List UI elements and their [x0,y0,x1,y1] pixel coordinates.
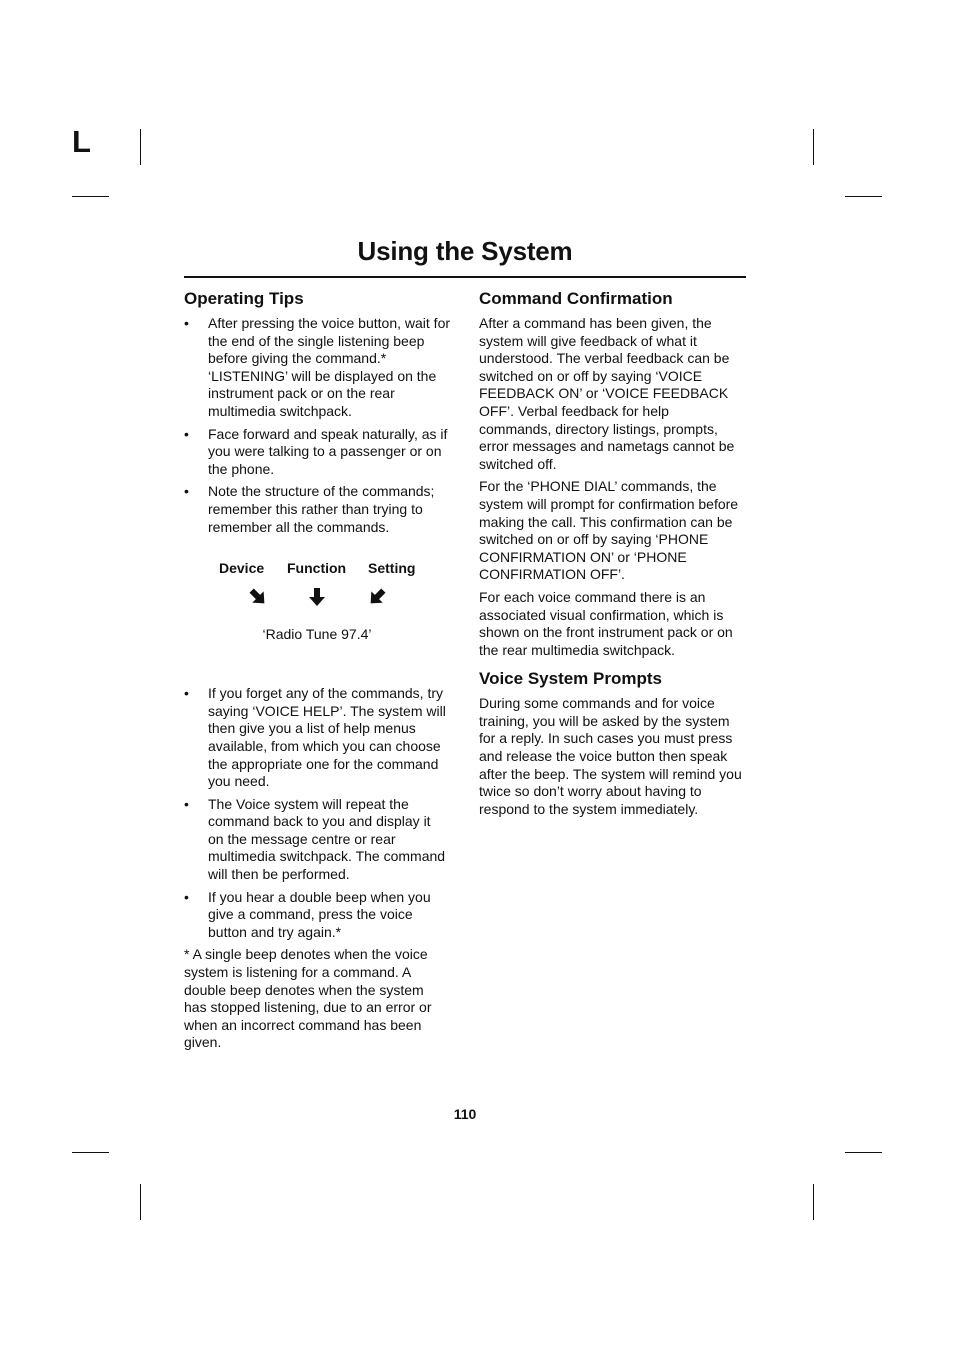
tip-item: • Note the structure of the commands; remember this rather than trying to remember all the commands. [184,483,450,536]
crop-mark [140,129,141,165]
page-number: 110 [453,1106,477,1122]
body-paragraph: For the ‘PHONE DIAL’ commands, the system will prompt for confirmation before making the call. This confirmation can be switched on or off by saying ‘PHONE CONFIRMATION ON’ or ‘PHONE CONFIRMATION OFF’. [479,478,739,583]
crop-mark [813,129,814,165]
arrow-down-icon [306,586,328,608]
crop-mark [845,196,882,197]
body-paragraph: For each voice command there is an associated visual confirmation, which is shown on the front instrument pack or on the rear multimedia switchpack. [479,588,733,658]
crop-mark [72,196,109,197]
right-column [479,288,745,823]
crop-mark [140,1184,141,1220]
crop-mark [845,1152,882,1153]
arrow-down-right-icon [247,586,269,608]
tip-item: • If you hear a double beep when you give a command, press the voice button and try again.* [184,889,450,942]
tip-item: • After pressing the voice button, wait for the end of the single listening beep before giving the command.* ‘LISTENING’ will be displayed on the instrument pack or on the rear multimedia switchpack. [184,315,450,421]
tip-item: • If you forget any of the commands, try saying ‘VOICE HELP’. The system will then give you a list of help menus available, from which you can choose the appropriate one for the command you need. [184,685,450,791]
arrow-down-left-icon [366,586,388,608]
page-title: Using the System [357,236,573,266]
tip-item: • The Voice system will repeat the command back to you and display it on the message centre or rear multimedia switchpack. The command will then be performed. [184,796,450,884]
tips-list-first [184,315,450,536]
voice-system-prompts-heading: Voice System Prompts [479,669,662,689]
command-confirmation-heading: Command Confirmation [479,289,673,308]
diagram-label-function: Function [287,560,347,577]
crop-mark [813,1184,814,1220]
body-paragraph: After a command has been given, the system will give feedback of what it understood. The verbal feedback can be switched on or off by saying ‘VOICE FEEDBACK ON’ or ‘VOICE FEEDBACK OFF’. Verbal feedback for help commands, directory listings, prompts, error messages and nametags cannot be switched off. [479,315,735,472]
beep-footnote: * A single beep denotes when the voice system is listening for a command. A double beep denotes when the system has stopped listening, due to an error or when an incorrect command has been given. [184,946,432,1051]
body-paragraph: During some commands and for voice training, you will be asked by the system for a reply. In such cases you must press and release the voice button then speak after the beep. The system will remind you twice so don’t worry about having to respond to the system immediately. [479,695,742,817]
diagram-example-command: ‘Radio Tune 97.4’ [262,626,372,643]
tip-item: • Face forward and speak naturally, as if you were talking to a passenger or on the phone. [184,426,450,479]
diagram-label-device: Device [219,560,265,577]
section-letter: L [72,124,91,159]
diagram-label-setting: Setting [368,560,416,577]
operating-tips-heading: Operating Tips [184,289,304,308]
left-column [184,288,450,1057]
tips-list-second [184,685,450,941]
title-rule [184,276,746,278]
crop-mark [72,1152,109,1153]
command-structure-diagram [184,560,450,685]
